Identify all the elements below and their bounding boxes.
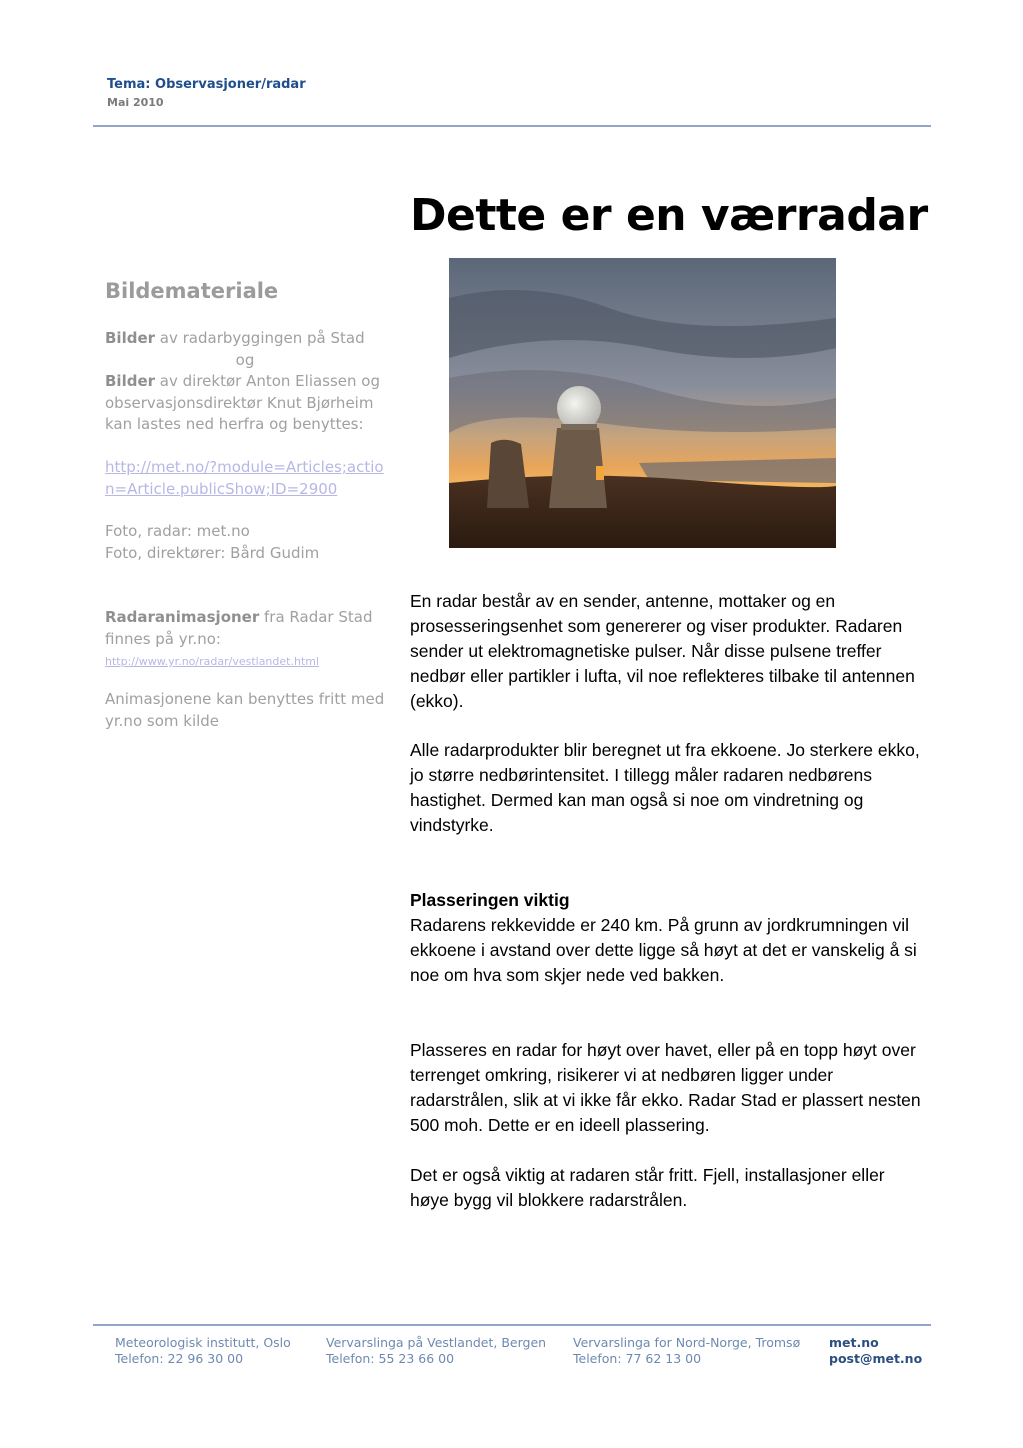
paragraph-products [410,738,925,838]
footer-oslo [115,1335,291,1367]
radar-photo [449,258,836,548]
animations-text [105,607,390,650]
bold-label: Bilder [105,329,156,347]
footer-line: Telefon: 77 62 13 00 [573,1351,702,1366]
credit-directors: Foto, direktører: Bård Gudim [105,543,320,562]
footer-line: Vervarslinga for Nord-Norge, Tromsø [573,1335,801,1350]
sidebar-note [105,689,390,732]
conjunction: og [235,350,255,369]
text-span: av radarbyggingen på Stad [155,329,365,347]
footer-bergen [326,1335,546,1367]
footer-divider [93,1324,931,1326]
sidebar-heading: Bildemateriale [105,279,279,303]
page-title: Dette er en værradar [410,190,928,241]
paragraph-text: Det er også viktig at radaren står fritt. Fjell, installasjoner eller høye bygg vil blokkere radarstrålen. [410,1165,885,1210]
header-topic [107,77,306,92]
paragraph-text: Alle radarprodukter blir beregnet ut fra ekkoene. Jo sterkere ekko, jo større nedbørintensitet. I tillegg måler radaren nedbørens hastighet. Dermed kan man også si noe om vindretning og vindstyrke. [410,740,920,835]
header-date: Mai 2010 [107,96,164,109]
footer-line: Telefon: 22 96 30 00 [115,1351,244,1366]
note-text: Animasjonene kan benyttes fritt med yr.no som kilde [105,690,385,730]
footer-tromso [573,1335,800,1367]
paragraph-text: Plasseres en radar for høyt over havet, eller på en topp høyt over terrenget omkring, risikerer vi at nedbøren ligger under radarstrålen, slik at vi ikke får ekko. Radar Stad er plassert nesten 500 moh. Dette er en ideell plassering. [410,1040,921,1135]
bold-label: Bilder [105,372,156,390]
paragraph-intro [410,589,925,714]
footer-line: Telefon: 55 23 66 00 [326,1351,455,1366]
paragraph-height [410,1038,925,1138]
footer-website[interactable]: met.no [829,1335,879,1350]
yr-link[interactable]: http://www.yr.no/radar/vestlandet.html [105,655,320,668]
sidebar-credits [105,521,390,564]
paragraph-text: Radarens rekkevidde er 240 km. På grunn av jordkrumningen vil ekkoene i avstand over dette ligge så høyt at det er vanskelig å si noe om hva som skjer nede ved bakken. [410,915,917,985]
sidebar-photos-text [105,328,390,436]
photos-link[interactable]: http://met.no/?module=Articles;action=Article.publicShow;ID=2900 [105,458,384,498]
topic-label: Tema: [107,77,151,92]
topic-value: Observasjoner/radar [155,77,306,92]
text-span: av direktør Anton Eliassen og observasjonsdirektør Knut Bjørheim kan lastes ned herfra og benyttes: [105,372,381,433]
credit-radar: Foto, radar: met.no [105,522,250,540]
section-heading: Plasseringen viktig [410,890,570,910]
paragraph-obstacles [410,1163,925,1213]
footer-line: Meteorologisk institutt, Oslo [115,1335,291,1350]
sidebar-photos-block [105,328,390,436]
bold-label: Radaranimasjoner [105,608,260,626]
footer-line: Vervarslinga på Vestlandet, Bergen [326,1335,547,1350]
header-divider [93,125,931,127]
footer-contact [829,1335,922,1367]
section-placement [410,888,925,988]
text-span: fra Radar Stad finnes på yr.no: [105,608,373,648]
footer-email[interactable]: post@met.no [829,1351,923,1366]
sidebar-link-block [105,457,390,500]
sidebar-animations-block [105,607,390,670]
paragraph-text: En radar består av en sender, antenne, mottaker og en prosesseringsenhet som genererer og viser produkter. Radaren sender ut elektromagnetiske pulser. Når disse pulsene treffer nedbør eller partikler i lufta, vil noe reflekteres tilbake til antennen (ekko). [410,591,915,711]
